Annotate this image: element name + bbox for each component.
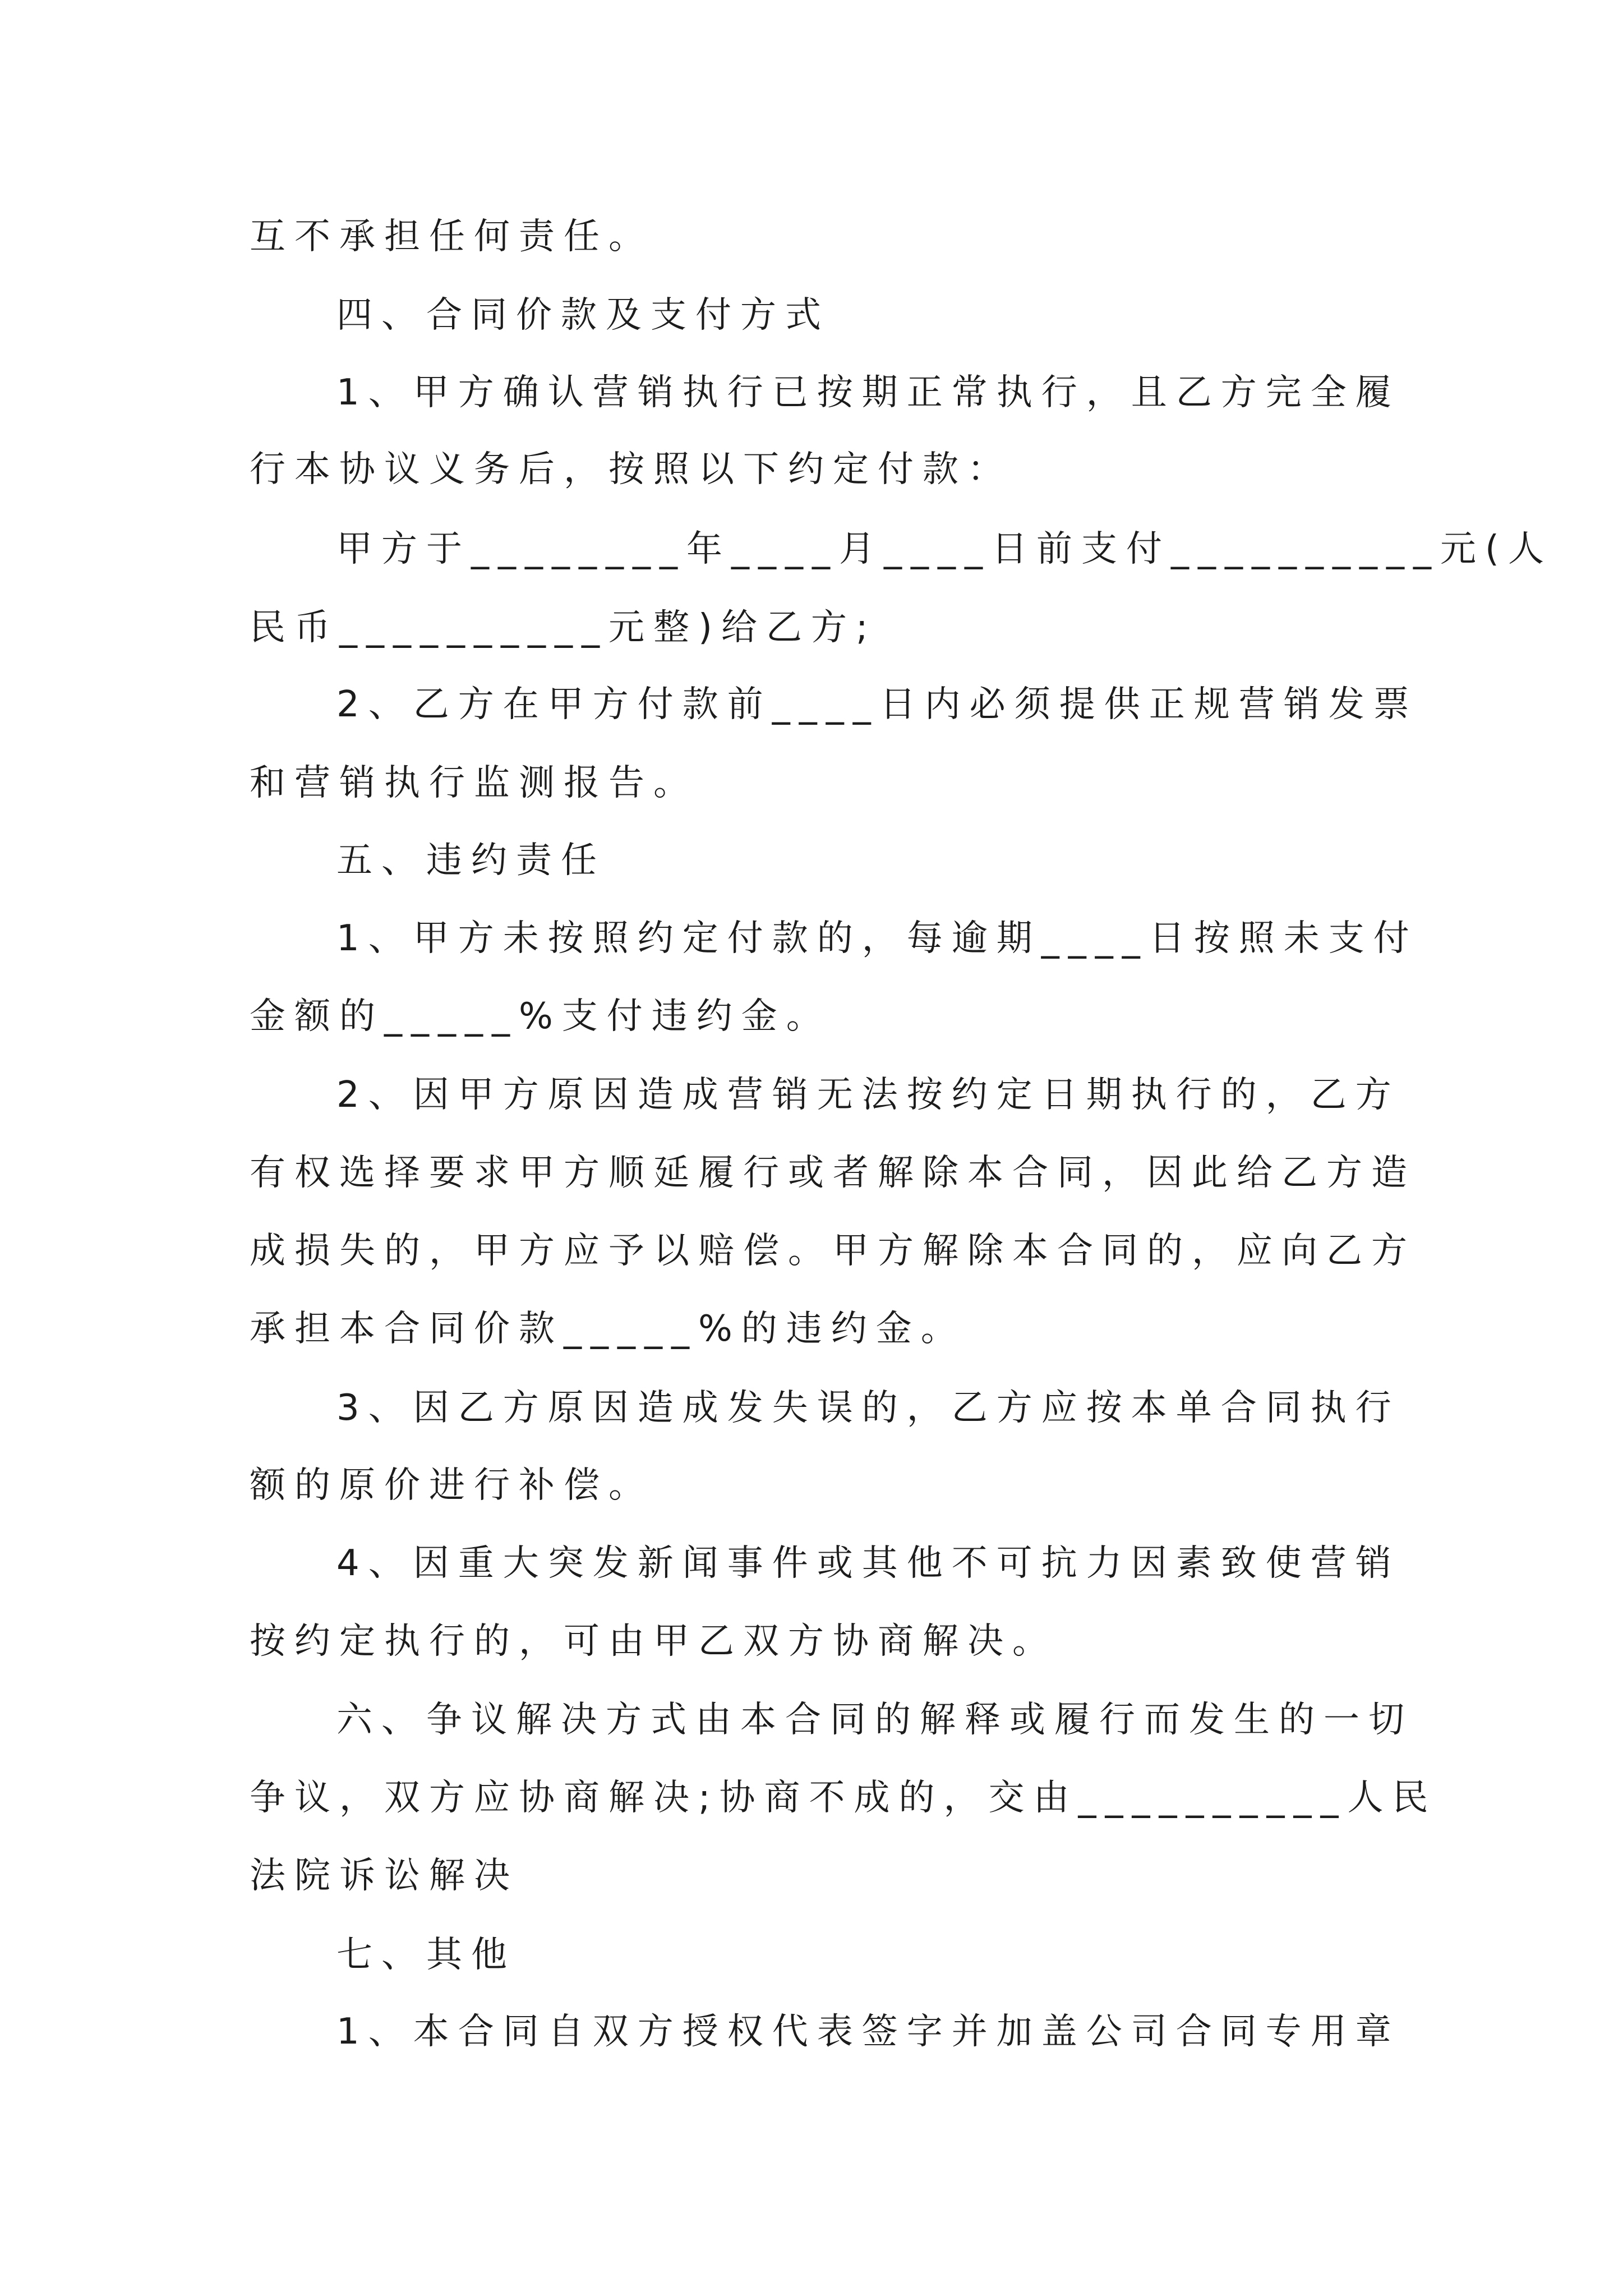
text-line: 有权选择要求甲方顺延履行或者解除本合同，因此给乙方造 bbox=[250, 1152, 1416, 1194]
section-heading: 六、争议解决方式由本合同的解释或履行而发生的一切 bbox=[336, 1699, 1413, 1741]
section-heading: 七、其他 bbox=[336, 1934, 516, 1976]
text-line: 甲方于________年____月____日前支付__________元(人 bbox=[336, 528, 1553, 570]
text-line: 4、因重大突发新闻事件或其他不可抗力因素致使营销 bbox=[336, 1543, 1400, 1584]
text-line: 承担本合同价款_____%的违约金。 bbox=[250, 1308, 966, 1350]
text-line: 成损失的，甲方应予以赔偿。甲方解除本合同的，应向乙方 bbox=[250, 1230, 1416, 1272]
text-line: 互不承担任何责任。 bbox=[250, 216, 653, 257]
text-line: 按约定执行的，可由甲乙双方协商解决。 bbox=[250, 1621, 1057, 1662]
text-line: 3、因乙方原因造成发失误的，乙方应按本单合同执行 bbox=[336, 1387, 1400, 1429]
text-line: 1、甲方确认营销执行已按期正常执行，且乙方完全履 bbox=[336, 372, 1400, 413]
text-line: 和营销执行监测报告。 bbox=[250, 762, 698, 804]
text-line: 争议，双方应协商解决;协商不成的，交由__________人民 bbox=[250, 1777, 1437, 1819]
text-line: 2、因甲方原因造成营销无法按约定日期执行的，乙方 bbox=[336, 1074, 1400, 1116]
text-line: 1、甲方未按照约定付款的，每逾期____日按照未支付 bbox=[336, 918, 1418, 959]
text-line: 民币__________元整)给乙方; bbox=[250, 607, 877, 648]
text-line: 金额的_____%支付违约金。 bbox=[250, 996, 831, 1037]
text-line: 2、乙方在甲方付款前____日内必须提供正规营销发票 bbox=[336, 684, 1418, 725]
section-heading: 四、合同价款及支付方式 bbox=[336, 295, 830, 336]
text-line: 1、本合同自双方授权代表签字并加盖公司合同专用章 bbox=[336, 2011, 1400, 2053]
text-line: 额的原价进行补偿。 bbox=[250, 1465, 653, 1506]
section-heading: 五、违约责任 bbox=[336, 840, 606, 881]
text-line: 行本协议义务后，按照以下约定付款： bbox=[250, 449, 1012, 490]
text-line: 法院诉讼解决 bbox=[250, 1855, 519, 1897]
